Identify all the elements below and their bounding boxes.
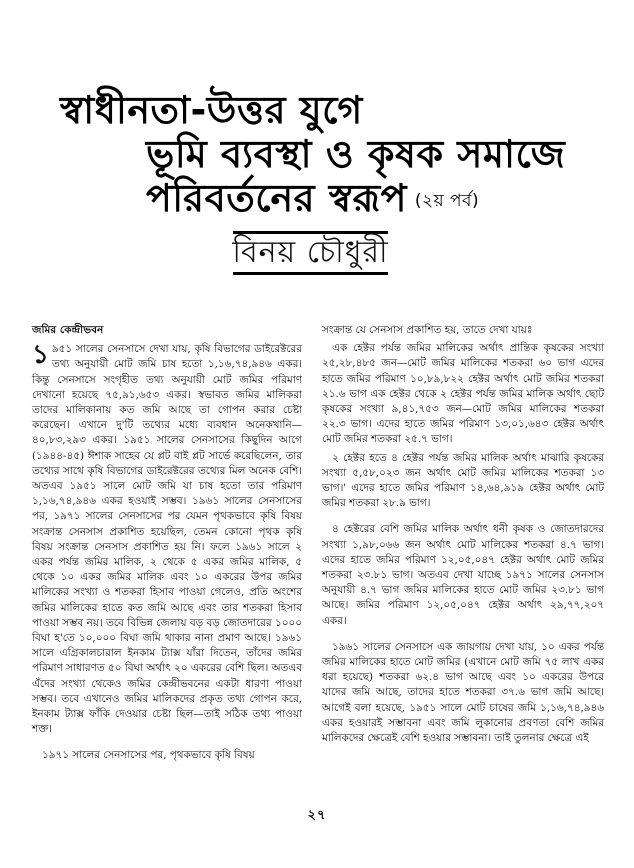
paragraph-gap [32, 740, 302, 748]
section-heading: জমির কেন্দ্রীভবন [32, 324, 104, 336]
title-line-3-text: পরিবর্তনের স্বরূপ [146, 176, 407, 220]
article-body [32, 323, 602, 803]
paragraph-gap [322, 514, 604, 522]
paragraph: এক হেক্টর পর্যন্ত জমির মালিকের অর্থাৎ প্রান্তিক কৃষকের সংখ্যা ২৫,২৮,৪৮৫ জন—মোট জমির মালিকের শতকরা ৬০ ভাগ এদের হাতে জমির পরিমাণ ১০,৮৯,৮২২ হেক্টর অর্থাৎ মোট জমির শতকরা ২১.৬ ভাগ এক হেক্টর থেকে ২ হেক্টর পর্যন্ত জমির মালিক অর্থাৎ ছোট কৃষকের সংখ্যা ৯,৪১,৭৫৩ জন—মোট জমির মালিকের শতকরা ২২.৩ ভাগ। এদের হাতে জমির পরিমাণ ১৩,০১,৬৪৩ হেক্টর অর্থাৎ মোট জমির শতকরা ২৫.৭ ভাগ। [322, 342, 604, 446]
paragraph: ২ হেক্টর হতে ৪ হেক্টর পর্যন্ত জমির মালিক অর্থাৎ মাঝারি কৃষকের সংখ্যা ৫,৫৮,০২৩ জন অর্থাৎ মোট জমির মালিকের শতকরা ১৩ ভাগ।' এদের হাতে জমির পরিমাণ ১৪,৬৪,৯১৯ হেক্টর অর্থাৎ মোট জমির শতকরা ২৮.৯ ভাগ। [322, 451, 604, 510]
title-line-2: ভূমি ব্যবস্থা ও কৃষক সমাজে [146, 132, 566, 176]
paragraph-gap [322, 632, 604, 640]
paragraph: ১৯৭১ সালের সেনসাসের পর, পৃথকভাবে কৃষি বিষয় [42, 749, 255, 762]
paragraph: ১৯৬১ সালের সেনসাসে এক জায়গায় দেখা যায়, ১০ একর পর্যন্ত জমির মালিকের হাতে মোট জমির (এখানে মোট জমি ৭৫ লাখ একর ধরা হয়েছে) শতকরা ৬২.৪ ভাগ আছে এবং ১০ একরের উপরে যাদের জমি আছে, তাদের হাতে শতকরা ৩৭.৬ ভাগ জমি আছে। আগেই বলা হয়েছে, ১৯৫১ সালে মোট চাষের জমি ১,১৬,৭৪,৯৪৬ একর হওয়ারই সম্ভাবনা এবং জমি লুকানোর প্রবণতা বেশি জমির মালিকদের ক্ষেত্রেই বেশি হওয়ার সম্ভাবনা। তাই তুলনার ক্ষেত্রে এই [322, 640, 604, 745]
article-title [60, 88, 580, 223]
title-line-1: স্বাধীনতা-উত্তর যুগে [60, 88, 363, 132]
part-label: (২য় পর্ব) [414, 190, 480, 211]
page-number: ২৭ [307, 808, 327, 823]
right-column [322, 323, 604, 749]
left-column [32, 323, 302, 767]
title-line-3 [146, 176, 580, 223]
paragraph: সংক্রান্ত যে সেনসাস প্রকাশিত হয়, তাতে দেখা যায়ঃ [322, 324, 533, 336]
author-name: বিনয় চৌধুরী [232, 234, 389, 270]
paragraph: ১৯৫১ সালের সেনসাসে দেখা যায়, কৃষি বিভাগের ডাইরেক্টরের তথ্য অনুযায়ী মোট জমি চাষ হতো ১,১৬,৭৪,৯৪৬ একর। কিন্তু সেনসাসে সংগৃহীত তথ্য অনুযায়ী মোট জমির পরিমাণ দেখানো হয়েছে ৭৫,৯১,৬৫৩ একর। স্বভাবত জমির মালিকরা তাদের মালিকানায় কত জমি আছে তা গোপন করার চেষ্টা করেছেন। এখানে দু'টি তথ্যের মধ্যে ব্যবধান অনেকখানি—৪০,৮৩,২৯৩ একর। ১৯৫১ সালের সেনসাসের কিছুদিন আগে (১৯৪৪-৪৫) ঈশাক সাহেব যে প্লট বাই প্লট সার্ভে করেছিলেন, তার তথ্যের সাথে কৃষি বিভাগের ডাইরেক্টরের তথ্যের মিল অনেক বেশি। অতএব ১৯৫১ সালে মোট জমি যা চাষ হতো তার পরিমাণ ১,১৬,৭৪,৯৪৬ একর হওয়াই সম্ভব। ১৯৬১ সালের সেনসাসের পর, ১৯৭১ সালের সেনসাসের পর যেমন পৃথকভাবে কৃষি বিষয় সংক্রান্ত সেনসাস প্রকাশিত হয়েছিল, তেমন কোনো পৃথক কৃষি বিষয় সংক্রান্ত সেনসাস প্রকাশিত হয় নি। ফলে ১৯৬১ সালে ২ একর পর্যন্ত জমির মালিক, ২ থেকে ৫ একর জমির মালিক, ৫ থেকে ১০ একর জমির মালিক এবং ১০ একরের উপর জমির মালিকের সংখ্যা ও শতকরা হিসাব পাওয়া গেলেও, প্রতি অংশের জমির মালিকের হাতে কত জমি আছে এবং তার শতকরা হিসাব পাওয়া সম্ভব নয়। তবে বিভিন্ন জেলায় বড় বড় জোতদারের ১০০০ বিঘা হ'তে ১০,০০০ বিঘা জমি থাকার নানা প্রমাণ আছে। ১৯৬১ সালে এগ্রিকালচারাল ইনকাম ট্যাক্স যাঁরা দিতেন, তাঁদের জমির পরিমাণ সাধারণত ৫০ বিঘা অর্থাৎ ২০ একরের বেশি ছিল। অতএব এঁদের সংখ্যা থেকেও জমির কেন্দ্রীভবনের একটা ধারণা পাওয়া সম্ভব। তবে এখানেও জমির মালিকদের প্রকৃত তথ্য গোপন করে, ইনকাম ট্যাক্স ফাঁকি দেওয়ার চেষ্টা ছিল—তাই সঠিক তথ্য পাওয়া শক্ত। [32, 340, 302, 736]
paragraph: ৪ হেক্টরের বেশি জমির মালিক অর্থাৎ ধনী কৃষক ও জোতদারদের সংখ্যা ১,৯৮,০৬৬ জন অর্থাৎ মোট মালিকের শতকরা ৪.৭ ভাগ। এদের হাতে জমির পরিমাণ ১২,০৫,০৪৭ হেক্টর অর্থাৎ মোট জমির শতকরা ২৩.৮১ ভাগ। অতএব দেখা যাচ্ছে ১৯৭১ সালের সেনসাস অনুযায়ী ৪.৭ ভাগ জমির মালিকের হাতে মোট জমির ২৩.৮১ ভাগ আছে। জমির পরিমাণ ১২,০৫,০৪৭ হেক্টর অর্থাৎ ২৯,৭৭,২০৭ একর। [322, 523, 604, 627]
author-box [233, 231, 388, 275]
